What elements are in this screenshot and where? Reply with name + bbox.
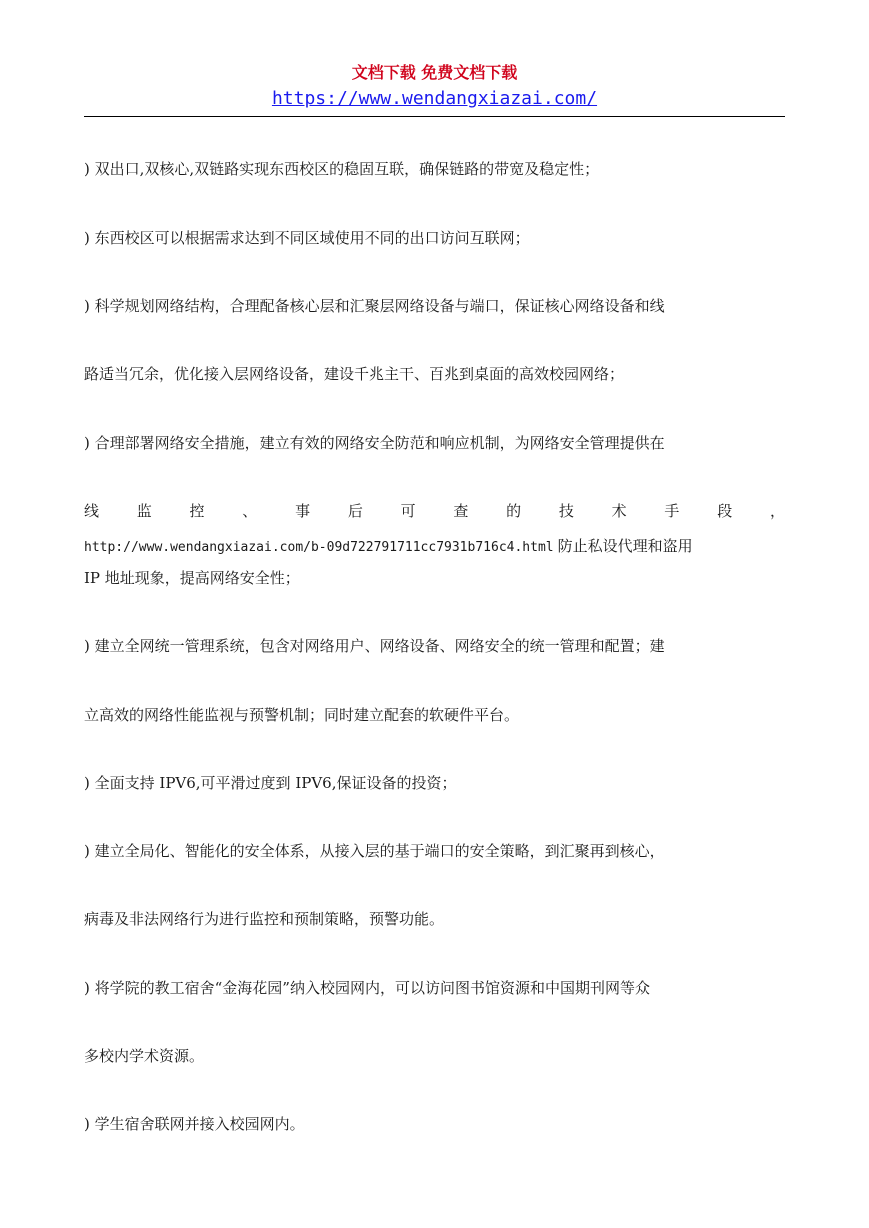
text-line: ) 科学规划网络结构，合理配备核心层和汇聚层网络设备与端口，保证核心网络设备和线	[84, 297, 665, 315]
justified-char: 手	[664, 502, 680, 520]
header-url-link[interactable]: https://www.wendangxiazai.com/	[271, 88, 598, 109]
justified-char: 控	[189, 502, 205, 520]
page-header	[0, 62, 869, 112]
text-line: 病毒及非法网络行为进行监控和预制策略，预警功能。	[84, 910, 445, 928]
text-line: ) 学生宿舍联网并接入校园网内。	[84, 1115, 305, 1133]
text-line: ) 双出口,双核心,双链路实现东西校区的稳固互联，确保链路的带宽及稳定性；	[84, 160, 600, 178]
text-line: 路适当冗余，优化接入层网络设备，建设千兆主干、百兆到桌面的高效校园网络；	[84, 365, 625, 383]
text-line: ) 东西校区可以根据需求达到不同区域使用不同的出口访问互联网；	[84, 229, 530, 247]
text-line: ) 将学院的教工宿舍“金海花园”纳入校园网内，可以访问图书馆资源和中国期刊网等众	[84, 979, 650, 997]
text-line: IP 地址现象，提高网络安全性；	[84, 569, 300, 587]
inline-text: 防止私设代理和盗用	[557, 537, 693, 555]
justified-char: 可	[400, 502, 416, 520]
justified-char: 术	[611, 502, 627, 520]
justified-char: 线	[84, 502, 100, 520]
justified-char: 段	[717, 502, 733, 520]
text-line: 多校内学术资源。	[84, 1047, 205, 1065]
justified-char: 后	[347, 502, 363, 520]
text-line: 立高效的网络性能监视与预警机制；同时建立配套的软硬件平台。	[84, 706, 520, 724]
justified-char: 查	[453, 502, 469, 520]
header-divider	[84, 116, 785, 117]
justified-char: ，	[769, 502, 785, 520]
url-text-line	[84, 535, 785, 559]
inline-url: http://www.wendangxiazai.com/b-09d722791711cc7931b716c4.html	[84, 540, 554, 555]
text-line: ) 全面支持 IPV6,可平滑过度到 IPV6,保证设备的投资；	[84, 774, 457, 792]
justified-char: 监	[136, 502, 152, 520]
justified-char: 、	[242, 502, 258, 520]
text-line: ) 建立全网统一管理系统，包含对网络用户、网络设备、网络安全的统一管理和配置；建	[84, 637, 665, 655]
header-title: 文档下载 免费文档下载	[351, 63, 518, 82]
justified-char: 的	[506, 502, 522, 520]
text-line: ) 建立全局化、智能化的安全体系，从接入层的基于端口的安全策略，到汇聚再到核心，	[84, 842, 665, 860]
justified-char: 事	[295, 502, 311, 520]
justified-char: 技	[558, 502, 574, 520]
text-line: ) 合理部署网络安全措施，建立有效的网络安全防范和响应机制，为网络安全管理提供在	[84, 434, 665, 452]
justified-line	[84, 500, 785, 522]
